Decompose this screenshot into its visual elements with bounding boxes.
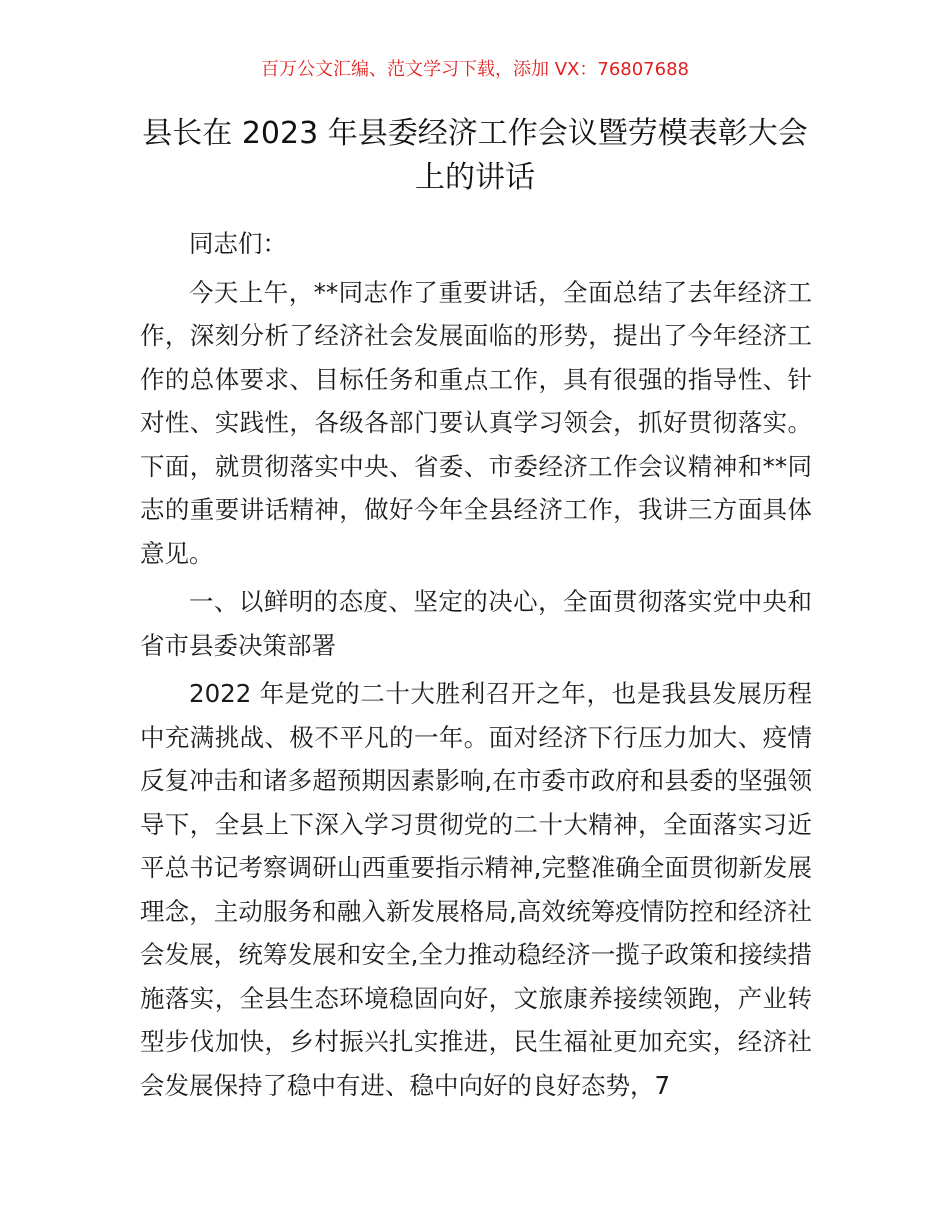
paragraph-review-2022: 2022 年是党的二十大胜利召开之年，也是我县发展历程中充满挑战、极不平凡的一年。面对经济下行压力加大、疫情反复冲击和诸多超预期因素影响,在市委市政府和县委的坚强领导下，全县上下深入学习贯彻党的二十大精神，全面落实习近平总书记考察调研山西重要指示精神,完整准确全面贯彻新发展理念，主动服务和融入新发展格局,高效统筹疫情防控和经济社会发展，统筹发展和安全,全力推动稳经济一揽子政策和接续措施落实，全县生态环境稳固向好，文旅康养接续领跑，产业转型步伐加快，乡村振兴扎实推进，民生福祉更加充实，经济社会发展保持了稳中有进、稳中向好的良好态势，7 bbox=[140, 679, 812, 1100]
paragraph-intro: 今天上午，**同志作了重要讲话，全面总结了去年经济工作，深刻分析了经济社会发展面临的形势，提出了今年经济工作的总体要求、目标任务和重点工作，具有很强的指导性、针对性、实践性，各级各部门要认真学习领会，抓好贯彻落实。下面，就贯彻落实中央、省委、市委经济工作会议精神和**同志的重要讲话精神，做好今年全县经济工作，我讲三方面具体意见。 bbox=[140, 277, 812, 568]
section-heading-1: 一、以鲜明的态度、坚定的决心，全面贯彻落实党中央和省市县委决策部署 bbox=[140, 587, 812, 660]
header-banner: 百万公文汇编、范文学习下载，添加 VX：76807688 bbox=[261, 59, 689, 80]
document-title: 县长在 2023 年县委经济工作会议暨劳模表彰大会上的讲话 bbox=[142, 116, 808, 195]
document-body bbox=[140, 222, 812, 1107]
paragraph-salutation: 同志们： bbox=[189, 229, 287, 258]
